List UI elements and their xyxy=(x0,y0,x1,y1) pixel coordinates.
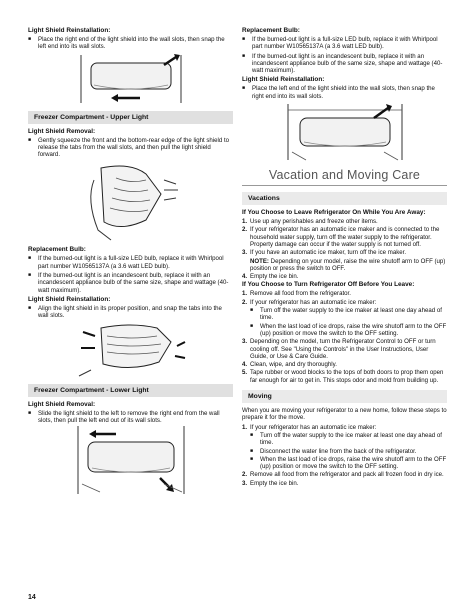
light-shield-reinstall-figure xyxy=(56,53,206,105)
list-item: 2. If your refrigerator has an automatic ice maker and is connected to the household water supply, turn off the water supply to the refrigerator. Property damage can occur if the water supply is not turned off. xyxy=(242,226,440,248)
list-item: 1. Use up any perishables and freeze other items. xyxy=(242,218,378,226)
section-bar: Moving xyxy=(242,390,447,403)
sub-bullet-item: ■ When the last load of ice drops, raise the wire shutoff arm to the OFF (up) position or move the switch to the OFF setting. xyxy=(250,455,447,471)
section-heading: Light Shield Reinstallation: xyxy=(28,27,111,34)
section-bar: Vacations xyxy=(242,192,447,205)
paragraph: When you are moving your refrigerator to a new home, follow these steps to prepare it for the move. xyxy=(242,407,447,422)
section-bar: Freezer Compartment - Upper Light xyxy=(28,111,233,124)
vacation-moving-title: Vacation and Moving Care xyxy=(242,168,447,186)
left-column xyxy=(28,27,233,500)
section-heading: Light Shield Removal: xyxy=(28,127,96,135)
list-item: 4. Empty the ice bin. xyxy=(242,273,299,281)
section-heading: Replacement Bulb: xyxy=(28,246,86,254)
right-column xyxy=(242,27,447,488)
list-item: 2. Remove all food from the refrigerator and pack all frozen food in dry ice. xyxy=(242,471,444,479)
list-item: 3. Empty the ice bin. xyxy=(242,479,299,487)
bullet-item: ■ Place the right end of the light shield into the wall slots, then snap the left end into its wall slots. xyxy=(28,36,225,51)
sub-bullet-item: ■ When the last load of ice drops, raise the wire shutoff arm to the OFF (up) position or move the switch to the OFF setting. xyxy=(250,322,447,337)
list-item: 5. Tape rubber or wood blocks to the tops of both doors to prop them open far enough for air to get in. This stops odor and mold from building up. xyxy=(242,369,444,384)
bullet-item: ■ Place the left end of the light shield into the wall slots, then snap the right end into its wall slots. xyxy=(242,85,435,100)
list-item: 1. Remove all food from the refrigerator. xyxy=(242,290,351,298)
section-heading: Light Shield Reinstallation: xyxy=(28,295,111,303)
bullet-item: ■ If the burned-out light is an incandescent bulb, replace it with an incandescent appliance bulb of the same size, shape and wattage (40-watt maximum). xyxy=(28,272,229,294)
section-heading: Light Shield Reinstallation: xyxy=(242,76,325,84)
section-heading: If You Choose to Leave Refrigerator On While You Are Away: xyxy=(242,209,426,217)
section-heading: Replacement Bulb: xyxy=(242,27,300,34)
right-shield-reinstall-figure xyxy=(270,102,420,162)
lower-shield-removal-figure xyxy=(56,426,206,496)
section-heading: Light Shield Removal: xyxy=(28,400,96,408)
bullet-item: ■ Slide the light shield to the left to remove the right end from the wall slots, then pull the left end out of its wall slots. xyxy=(28,409,220,424)
list-item: 3. If you have an automatic ice maker, turn off the ice maker. xyxy=(242,249,407,257)
list-item: 3. Depending on the model, turn the Refrigerator Control to OFF or turn cooling off. See "Using the Controls" in the User Instructions, User Guide, or Use & Care Guide. xyxy=(242,338,436,360)
hand-squeeze-figure xyxy=(76,160,186,242)
list-item: 2. If your refrigerator has an automatic ice maker: xyxy=(242,298,377,306)
list-item: 1. If your refrigerator has an automatic ice maker: xyxy=(242,423,377,431)
bullet-item: ■ If the burned-out light is an incandescent bulb, replace it with an incandescent appliance bulb of the same size, shape and wattage (40-watt maximum). xyxy=(242,52,443,75)
sub-bullet-item: ■ Disconnect the water line from the back of the refrigerator. xyxy=(250,447,417,455)
upper-shield-reinstall-figure xyxy=(71,322,191,378)
sub-bullet-item: ■ Turn off the water supply to the ice maker at least one day ahead of time. xyxy=(250,431,442,447)
section-bar: Freezer Compartment - Lower Light xyxy=(28,384,233,397)
bullet-item: ■ Gently squeeze the front and the bottom-rear edge of the light shield to release the tabs from the wall slots, and then pull the light shield forward. xyxy=(28,136,230,159)
bullet-item: ■ Align the light shield in its proper position, and snap the tabs into the wall slots. xyxy=(28,304,222,320)
bullet-item: ■ If the burned-out light is a full-size LED bulb, replace it with Whirlpool part number W10565137A (a 3.6 watt LED bulb). xyxy=(28,255,224,270)
note-text: NOTE: Depending on your model, raise the wire shutoff arm to OFF (up) position or press the switch to OFF. xyxy=(250,257,446,272)
list-item: 4. Clean, wipe, and dry thoroughly. xyxy=(242,361,337,369)
section-heading: If You Choose to Turn Refrigerator Off Before You Leave: xyxy=(242,281,415,289)
bullet-item: ■ If the burned-out light is a full-size LED bulb, replace it with Whirlpool part number W10565137A (a 3.6 watt LED bulb). xyxy=(242,36,438,51)
page-number: 14 xyxy=(28,594,36,601)
sub-bullet-item: ■ Turn off the water supply to the ice maker at least one day ahead of time. xyxy=(250,307,442,322)
